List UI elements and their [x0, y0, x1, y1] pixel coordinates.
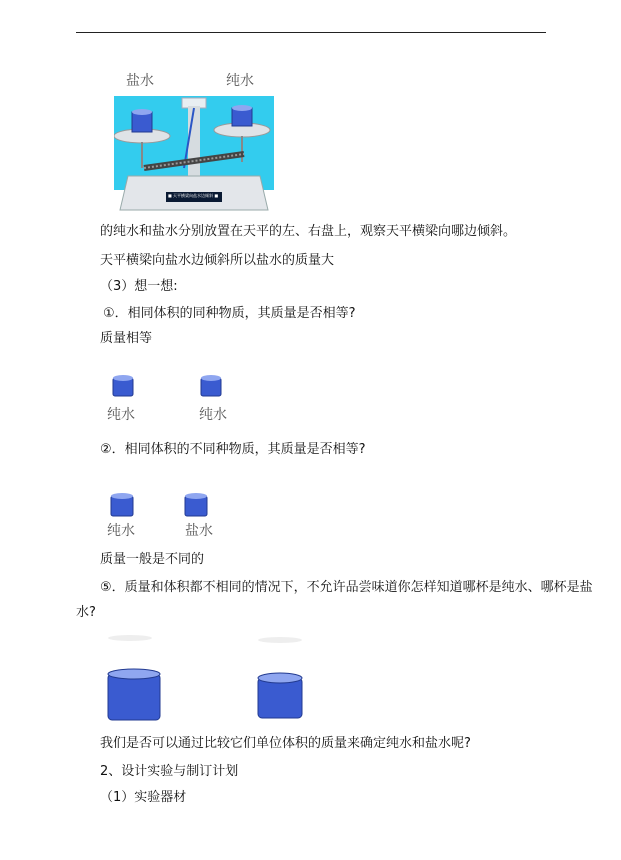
cups-figure-2 [105, 478, 235, 544]
paragraph-11: （1）实验器材 [100, 790, 187, 805]
paragraph-9: 我们是否可以通过比较它们单位体积的质量来确定纯水和盐水呢? [100, 736, 471, 751]
balance-base-caption: ■ 天平横梁向盐水边倾斜 ■ [168, 193, 219, 198]
large-cups-figure [100, 634, 310, 724]
paragraph-1: 的纯水和盐水分别放置在天平的左、右盘上，观察天平横梁向哪边倾斜。 [100, 224, 517, 239]
cups2-right-label: 盐水 [185, 523, 213, 539]
balance-illustration [114, 68, 274, 213]
paragraph-2: 天平横梁向盐水边倾斜所以盐水的质量大 [100, 253, 335, 268]
paragraph-3: （3）想一想: [100, 279, 178, 294]
paragraph-4: ①．相同体积的同种物质，其质量是否相等? [103, 306, 356, 321]
paragraph-10: 2、设计实验与制订计划 [100, 764, 239, 779]
cups1-left-label: 纯水 [107, 407, 135, 423]
large-cups-illustration [100, 634, 310, 724]
cups2-left-label: 纯水 [107, 523, 135, 539]
balance-figure [114, 68, 274, 213]
cups1-right-label: 纯水 [199, 407, 227, 423]
paragraph-6: ②．相同体积的不同种物质，其质量是否相等? [100, 442, 366, 457]
paragraph-8b: 水? [76, 605, 96, 620]
header-rule [76, 32, 546, 33]
paragraph-8a: ⑤．质量和体积都不相同的情况下，不允许品尝味道你怎样知道哪杯是纯水、哪杯是盐 [100, 580, 593, 595]
balance-left-label: 盐水 [126, 73, 154, 89]
cups-figure-1 [105, 362, 235, 428]
paragraph-7: 质量一般是不同的 [100, 552, 205, 567]
balance-right-label: 纯水 [226, 73, 254, 89]
paragraph-5: 质量相等 [100, 331, 153, 346]
